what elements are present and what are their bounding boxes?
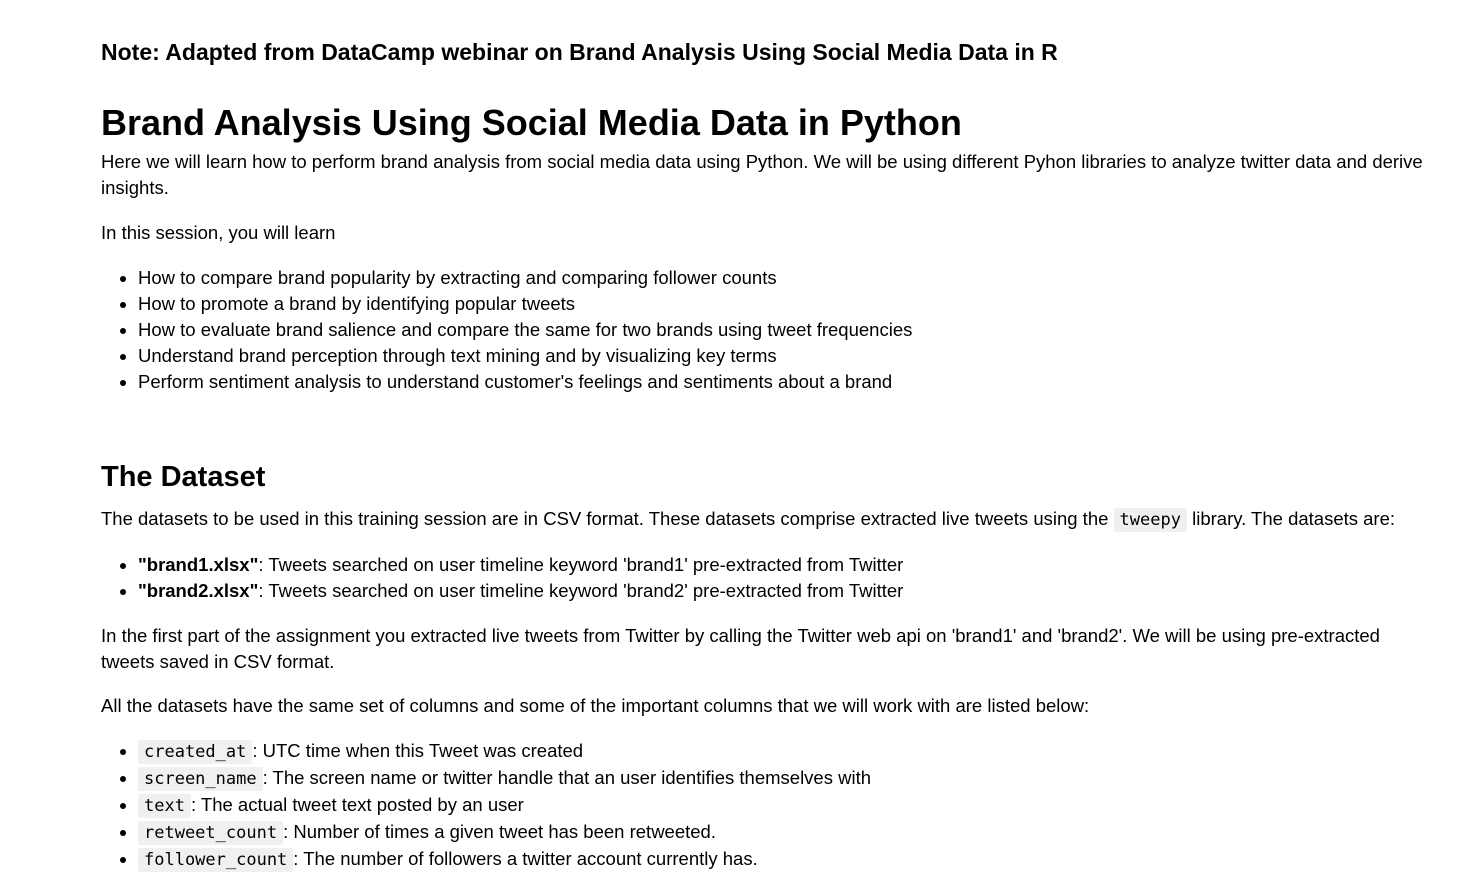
- column-name: text: [138, 794, 191, 818]
- list-item: • How to promote a brand by identifying popular tweets: [138, 291, 1434, 317]
- list-item: [138, 792, 1434, 819]
- column-name: retweet_count: [138, 821, 283, 845]
- dataset-description: [101, 506, 1434, 533]
- file-name: "brand1.xlsx": [138, 554, 259, 575]
- list-item: [138, 552, 1434, 578]
- list-item: • Understand brand perception through text mining and by visualizing key terms: [138, 343, 1434, 369]
- list-item: [138, 738, 1434, 765]
- dataset-desc-before: The datasets to be used in this training session are in CSV format. These datasets comprise extracted live tweets using the: [101, 508, 1114, 529]
- file-desc: : Tweets searched on user timeline keyword 'brand1' pre-extracted from Twitter: [258, 554, 904, 575]
- file-name: "brand2.xlsx": [138, 580, 259, 601]
- list-item: • Perform sentiment analysis to understand customer's feelings and sentiments about a brand: [138, 369, 1434, 395]
- list-item: [138, 765, 1434, 792]
- list-item: [138, 578, 1434, 604]
- page-title: Brand Analysis Using Social Media Data in Python: [101, 102, 962, 143]
- list-item: [138, 846, 1434, 873]
- column-name: created_at: [138, 740, 252, 764]
- column-desc: : The number of followers a twitter account currently has.: [293, 848, 758, 869]
- learn-list: [101, 265, 1434, 395]
- dataset-files-list: [101, 552, 1434, 604]
- dataset-heading: The Dataset: [101, 461, 266, 493]
- column-desc: : The screen name or twitter handle that an user identifies themselves with: [262, 767, 872, 788]
- column-name: follower_count: [138, 848, 293, 872]
- columns-lead: All the datasets have the same set of columns and some of the important columns that we will work with are listed below:: [101, 695, 1090, 716]
- column-name: screen_name: [138, 767, 263, 791]
- dataset-desc-after: library. The datasets are:: [1186, 508, 1396, 529]
- list-item: • How to compare brand popularity by extracting and comparing follower counts: [138, 265, 1434, 291]
- column-desc: : UTC time when this Tweet was created: [252, 740, 584, 761]
- adaptation-note: Note: Adapted from DataCamp webinar on Brand Analysis Using Social Media Data in R: [101, 39, 1058, 65]
- first-part-paragraph: In the first part of the assignment you extracted live tweets from Twitter by calling the Twitter web api on 'brand1' and 'brand2'. We will be using pre-extracted tweets saved in CSV format.: [101, 625, 1380, 672]
- session-lead: In this session, you will learn: [101, 222, 336, 243]
- tweepy-code: tweepy: [1114, 508, 1187, 532]
- columns-list: [101, 738, 1434, 873]
- intro-paragraph: Here we will learn how to perform brand analysis from social media data using Python. We will be using different Pyhon libraries to analyze twitter data and derive insights.: [101, 151, 1423, 198]
- column-desc: : Number of times a given tweet has been retweeted.: [283, 821, 716, 842]
- file-desc: : Tweets searched on user timeline keyword 'brand2' pre-extracted from Twitter: [258, 580, 904, 601]
- column-desc: : The actual tweet text posted by an user: [190, 794, 524, 815]
- list-item: • How to evaluate brand salience and compare the same for two brands using tweet frequencies: [138, 317, 1434, 343]
- list-item: [138, 819, 1434, 846]
